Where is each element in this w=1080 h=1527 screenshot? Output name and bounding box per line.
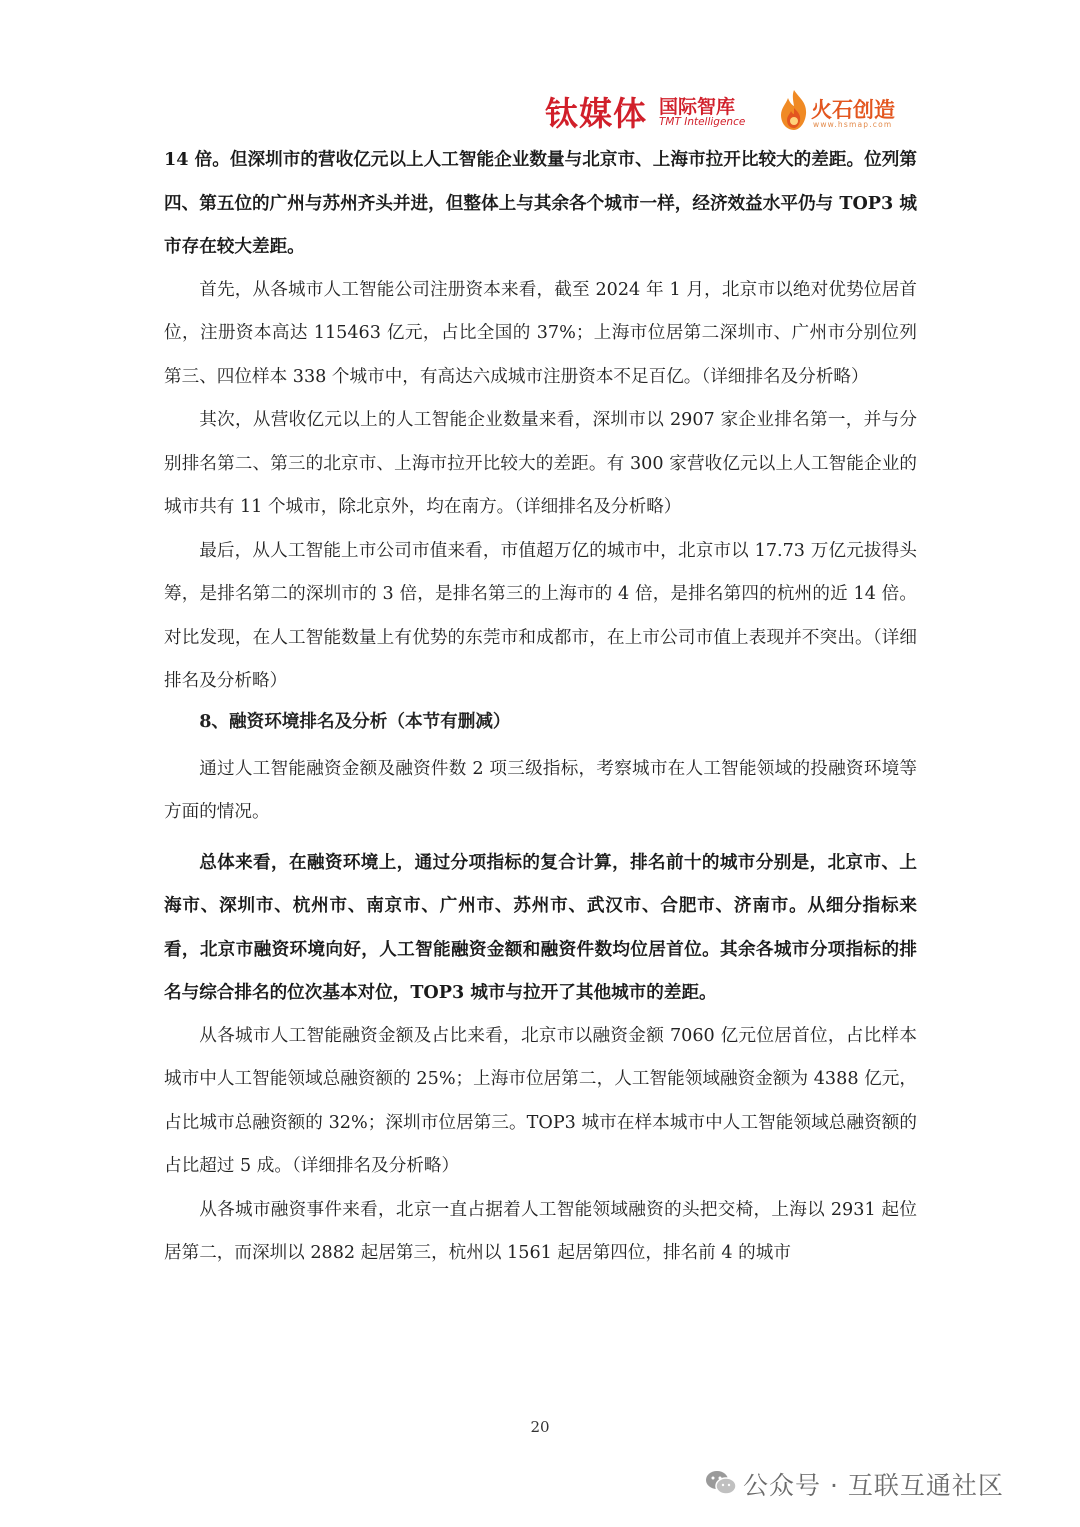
paragraph-3: 其次，从营收亿元以上的人工智能企业数量来看，深圳市以 2907 家企业排名第一，并与分别排名第二、第三的北京市、上海市拉开比较大的差距。有 300 家营收亿元以上人工智能企业的城市共有 11 个城市，除北京外，均在南方。（详细排名及分析略） bbox=[164, 410, 917, 517]
hsmap-url-text: www.hsmap.com bbox=[813, 120, 893, 129]
paragraph-2: 首先，从各城市人工智能公司注册资本来看，截至 2024 年 1 月，北京市以绝对优势位居首位，注册资本高达 115463 亿元，占比全国的 37%；上海市位居第二深圳市、广州市分别位列第三、四位样本 338 个城市中，有高达六成城市注册资本不足百亿。（详细排名及分析略） bbox=[164, 279, 917, 387]
paragraph-6: 总体来看，在融资环境上，通过分项指标的复合计算，排名前十的城市分别是，北京市、上海市、深圳市、杭州市、南京市、广州市、苏州市、武汉市、合肥市、济南市。从细分指标来看，北京市融资环境向好，人工智能融资金额和融资件数均位居首位。其余各城市分项指标的排名与综合排名的位次基本对位，TOP3 城市与拉开了其他城市的差距。 bbox=[164, 851, 917, 1003]
page-number: 20 bbox=[530, 1418, 550, 1436]
paragraph-7: 从各城市人工智能融资金额及占比来看，北京市以融资金额 7060 亿元位居首位，占比样本城市中人工智能领域总融资额的 25%；上海市位居第二，人工智能领域融资金额为 4388 亿元，占比城市总融资额的 32%；深圳市位居第三。TOP3 城市在样本城市中人工智能领域总融资额的占比超过 5 成。（详细排名及分析略） bbox=[164, 1025, 917, 1176]
paragraph-5: 通过人工智能融资金额及融资件数 2 项三级指标，考察城市在人工智能领域的投融资环境等方面的情况。 bbox=[164, 758, 917, 822]
tmt-cn-text: 国际智库 bbox=[659, 96, 736, 118]
paragraph-4: 最后，从人工智能上市公司市值来看，市值超万亿的城市中，北京市以 17.73 万亿元拔得头筹，是排名第二的深圳市的 3 倍，是排名第三的上海市的 4 倍，是排名第四的杭州的近 14 倍。对比发现，在人工智能数量上有优势的东莞市和成都市，在上市公司市值上表现并不突出。（详细排名及分析略） bbox=[164, 540, 917, 691]
tmt-brand-text: 钛媒体 bbox=[545, 94, 647, 133]
hsmap-cn-text: 火石创造 bbox=[811, 98, 895, 122]
section-heading: 8、融资环境排名及分析（本节有删减） bbox=[199, 710, 511, 732]
wechat-watermark bbox=[705, 1466, 1065, 1502]
tmt-en-text: TMT Intelligence bbox=[659, 116, 746, 128]
page-header bbox=[545, 86, 905, 134]
paragraph-1: 14 倍。但深圳市的营收亿元以上人工智能企业数量与北京市、上海市拉开比较大的差距。位列第四、第五位的广州与苏州齐头并进，但整体上与其余各个城市一样，经济效益水平仍与 TOP3 城市存在较大差距。 bbox=[164, 149, 917, 257]
hsmap-logo bbox=[777, 88, 907, 136]
wechat-icon bbox=[705, 1469, 737, 1497]
watermark-text: 公众号 · 互联互通社区 bbox=[743, 1471, 1004, 1500]
document-body bbox=[164, 138, 917, 1276]
flame-logo-icon bbox=[777, 88, 811, 132]
paragraph-8: 从各城市融资事件来看，北京一直占据着人工智能领域融资的头把交椅，上海以 2931 起位居第二，而深圳以 2882 起居第三，杭州以 1561 起居第四位，排名前 4 的城市 bbox=[164, 1199, 917, 1263]
